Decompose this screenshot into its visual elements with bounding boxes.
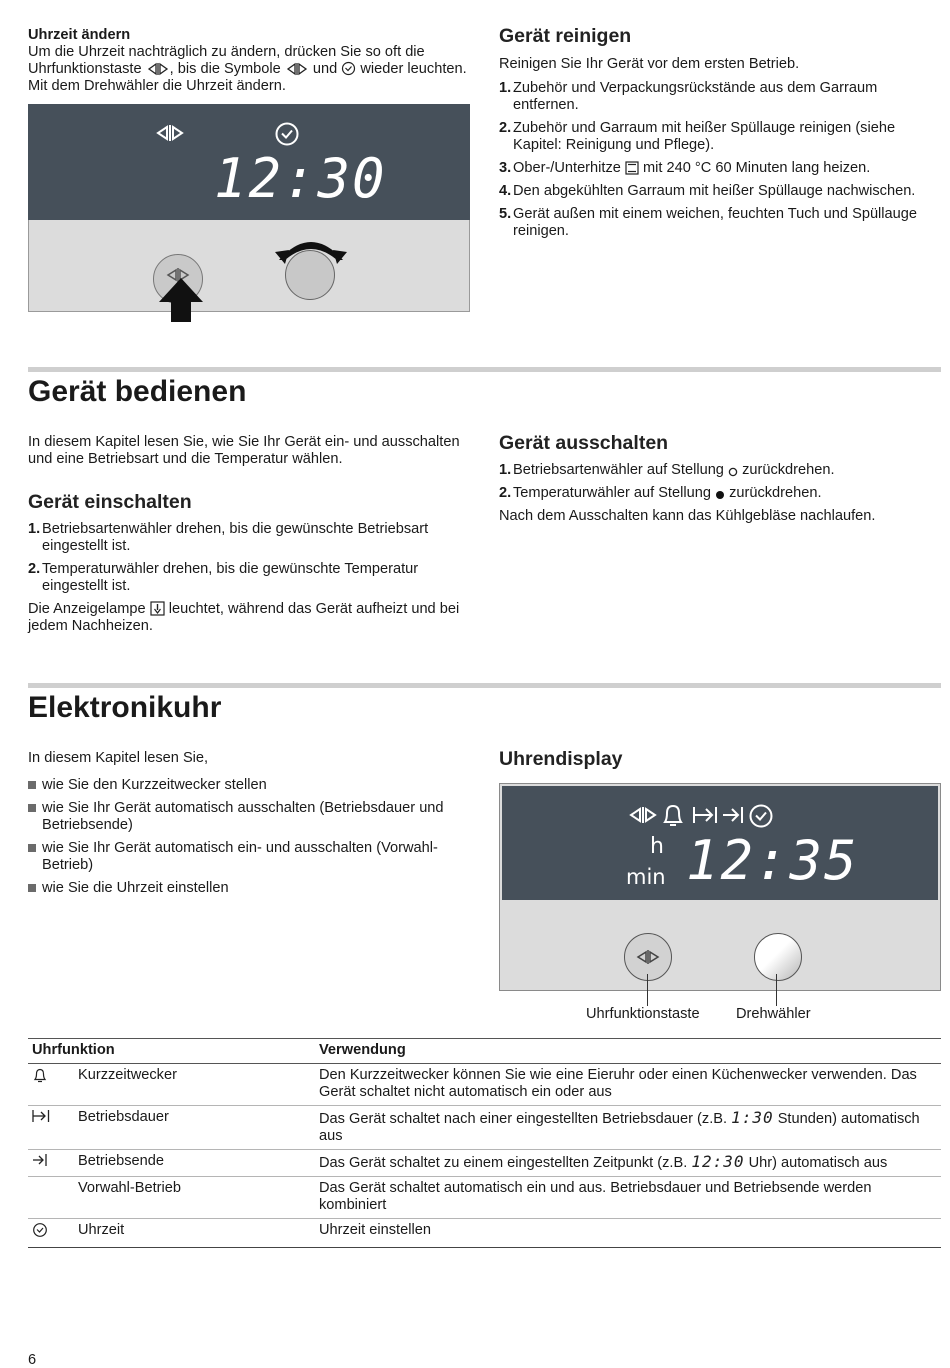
- control-area: [28, 220, 470, 312]
- clock-function-table: [28, 1038, 941, 1248]
- table-row: Vorwahl-Betrieb Das Gerät schaltet automatisch ein und aus. Betriebsdauer und Betriebsende werden kombiniert: [28, 1177, 941, 1219]
- geraet-einschalten-heading: Gerät einschalten: [28, 491, 192, 513]
- clock-function-display-icon: [628, 806, 658, 824]
- elektronikuhr-title: Elektronikuhr: [28, 691, 222, 724]
- uhrzeit-aendern-text: Um die Uhrzeit nachträglich zu ändern, drücken Sie so oft die Uhrfunktionstaste , bis die Symbole und wieder leuchten. Mit dem Drehwähler die Uhrzeit ändern.: [28, 44, 467, 94]
- list-item: 1. Betriebsartenwähler auf Stellung zurückdrehen.: [499, 462, 835, 478]
- rotary-knob[interactable]: [754, 933, 802, 981]
- temperature-off-icon: [715, 488, 725, 500]
- geraet-ausschalten-heading: Gerät ausschalten: [499, 432, 669, 454]
- table-header-row: [28, 1039, 941, 1064]
- geraet-reinigen-intro: Reinigen Sie Ihr Gerät vor dem ersten Betrieb.: [499, 56, 800, 72]
- top-bottom-heat-icon: [625, 161, 639, 175]
- table-row: Uhrzeit Uhrzeit einstellen: [28, 1219, 941, 1248]
- clock-icon: [32, 1222, 48, 1238]
- display-time: 12:35: [686, 829, 859, 892]
- label-clock-function-key: Uhrfunktionstaste: [586, 1006, 700, 1022]
- geraet-ausschalten-steps: [499, 462, 941, 502]
- geraet-bedienen-intro: In diesem Kapitel lesen Sie, wie Sie Ihr Gerät ein- und ausschalten und eine Betriebsart und die Temperatur wählen.: [28, 434, 460, 467]
- list-item: 1. Betriebsartenwähler drehen, bis die gewünschte Betriebsart eingestellt ist.: [28, 521, 429, 554]
- display-area: [28, 104, 470, 220]
- clock-function-symbol-icon: [285, 62, 309, 76]
- end-time-icon: [32, 1153, 48, 1167]
- geraet-bedienen-title: Gerät bedienen: [28, 375, 247, 408]
- list-item: wie Sie Ihr Gerät automatisch ausschalten (Betriebsdauer und Betriebsende): [28, 800, 472, 834]
- clock-display-icon: [748, 803, 774, 829]
- unit-minutes: min: [626, 865, 666, 889]
- clock-function-button-icon: [635, 949, 661, 965]
- section-divider: [28, 367, 941, 372]
- duration-icon: [32, 1109, 50, 1123]
- list-item: 2. Temperaturwähler auf Stellung zurückdrehen.: [499, 485, 822, 501]
- clock-display-icon: [274, 121, 300, 147]
- table-row: Betriebsdauer Das Gerät schaltet nach einer eingestellten Betriebsdauer (z.B. 1:30 Stunden) automatisch aus: [28, 1106, 941, 1150]
- geraet-ausschalten-note: Nach dem Ausschalten kann das Kühlgebläse nachlaufen.: [499, 508, 876, 524]
- unit-hours: h: [650, 834, 664, 859]
- clock-icon: [341, 61, 356, 76]
- geraet-einschalten-steps: [28, 521, 472, 595]
- column-header-usage: Verwendung: [315, 1039, 941, 1064]
- uhrendisplay-heading: Uhrendisplay: [499, 748, 623, 770]
- label-rotary-knob: Drehwähler: [736, 1006, 811, 1022]
- list-item: wie Sie Ihr Gerät automatisch ein- und ausschalten (Vorwahl-Betrieb): [28, 840, 472, 874]
- column-header-function: Uhrfunktion: [28, 1039, 315, 1064]
- clock-panel-illustration-top: [28, 104, 470, 312]
- list-item: 2. Temperaturwähler drehen, bis die gewünschte Temperatur eingestellt ist.: [28, 561, 419, 594]
- uhrzeit-aendern-block: [28, 27, 472, 95]
- list-item: 5. Gerät außen mit einem weichen, feuchten Tuch und Spüllauge reinigen.: [499, 206, 918, 239]
- list-item: 4. Den abgekühlten Garraum mit heißer Spüllauge nachwischen.: [499, 183, 916, 199]
- geraet-ausschalten-block: [499, 431, 941, 525]
- geraet-einschalten-note: Die Anzeigelampe leuchtet, während das Gerät aufheizt und bei jedem Nachheizen.: [28, 601, 460, 634]
- geraet-reinigen-steps: [499, 80, 941, 240]
- bell-display-icon: [660, 803, 686, 827]
- indicator-lamp-icon: [150, 601, 165, 616]
- list-item: 3. Ober-/Unterhitze mit 240 °C 60 Minuten lang heizen.: [499, 160, 871, 176]
- page-number: 6: [28, 1352, 37, 1368]
- section-divider: [28, 683, 941, 688]
- clock-display-screen: [502, 786, 938, 900]
- geraet-reinigen-heading: Gerät reinigen: [499, 25, 632, 47]
- example-end-time: 12:30: [691, 1152, 745, 1171]
- table-row: Kurzzeitwecker Den Kurzzeitwecker können Sie wie eine Eieruhr oder einen Küchenwecker verwenden. Das Gerät schaltet nicht automatisch ein oder aus: [28, 1064, 941, 1106]
- list-item: wie Sie die Uhrzeit einstellen: [28, 880, 472, 897]
- geraet-bedienen-left: [28, 434, 472, 635]
- duration-display-icon: [692, 806, 718, 824]
- end-time-display-icon: [722, 806, 744, 824]
- display-time: 12:30: [214, 147, 387, 210]
- list-item: wie Sie den Kurzzeitwecker stellen: [28, 777, 472, 794]
- callout-line: [647, 974, 648, 1006]
- list-item: 1. Zubehör und Verpackungsrückstände aus dem Garraum entfernen.: [499, 80, 878, 113]
- bell-icon: [32, 1067, 48, 1083]
- elektronikuhr-intro-block: [28, 750, 472, 903]
- elektronikuhr-intro: In diesem Kapitel lesen Sie,: [28, 750, 209, 766]
- list-item: 2. Zubehör und Garraum mit heißer Spüllauge reinigen (siehe Kapitel: Reinigung und Pflege).: [499, 120, 896, 153]
- clock-display-illustration: [499, 783, 941, 991]
- example-duration: 1:30: [731, 1108, 774, 1127]
- uhrzeit-aendern-heading: Uhrzeit ändern: [28, 27, 131, 43]
- press-arrow-icon: [155, 276, 207, 322]
- elektronikuhr-bullets: [28, 777, 472, 897]
- clock-function-display-icon: [154, 124, 186, 142]
- geraet-reinigen-block: [499, 24, 941, 246]
- rotate-arrows-icon: [273, 230, 349, 264]
- callout-line: [776, 974, 777, 1006]
- table-row: Betriebsende Das Gerät schaltet zu einem eingestellten Zeitpunkt (z.B. 12:30 Uhr) automatisch aus: [28, 1150, 941, 1177]
- clock-function-button[interactable]: [624, 933, 672, 981]
- clock-function-key-icon: [146, 62, 170, 76]
- off-position-icon: [728, 465, 738, 477]
